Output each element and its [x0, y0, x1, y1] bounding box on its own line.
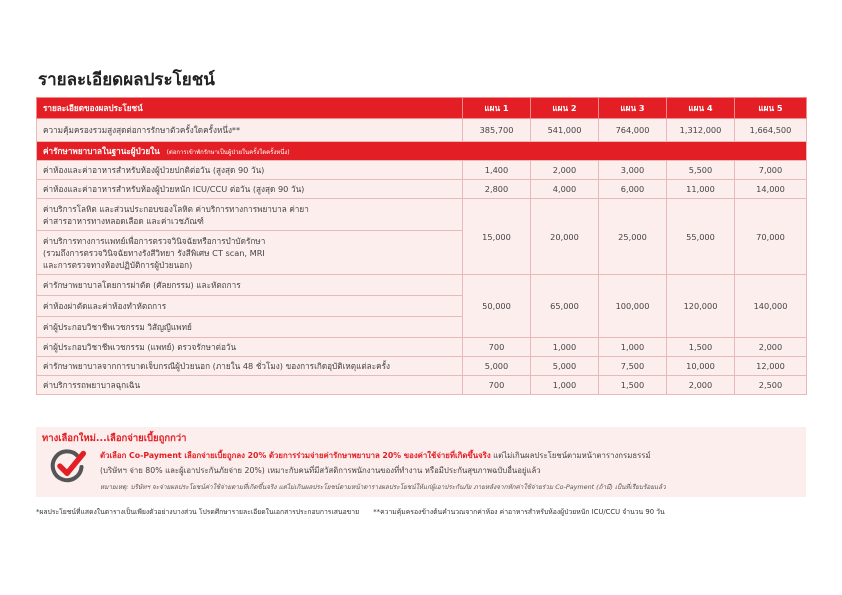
table-row — [37, 180, 807, 199]
doctor-plan-5: 2,000 — [735, 338, 807, 357]
surgery-label-3: ค่าผู้ประกอบวิชาชีพเวชกรรม วิสัญญีแพทย์ — [37, 317, 463, 338]
section-note: (ต่อการเข้าพักรักษาเป็นผู้ป่วยในครั้งใดครั้งหนึ่ง) — [166, 148, 290, 156]
services-label-2 — [37, 231, 463, 275]
services-plan-4: 55,000 — [667, 199, 735, 275]
doctor-label: ค่าผู้ประกอบวิชาชีพเวชกรรม (แพทย์) ตรวจรักษาต่อวัน — [37, 338, 463, 357]
doctor-plan-4: 1,500 — [667, 338, 735, 357]
table-row — [37, 357, 807, 376]
doctor-plan-3: 1,000 — [599, 338, 667, 357]
surgery-plan-1: 50,000 — [463, 275, 531, 338]
room-plan-3: 3,000 — [599, 161, 667, 180]
header-plan-5: แผน 5 — [735, 98, 807, 119]
table-row — [37, 161, 807, 180]
ambulance-plan-5: 2,500 — [735, 376, 807, 395]
services-line-2c: และการตรวจทางห้องปฏิบัติการผู้ป่วยนอก) — [43, 259, 193, 270]
coverage-label: ความคุ้มครองรวมสูงสุดต่อการรักษาตัวครั้งใดครั้งหนึ่ง** — [37, 119, 463, 142]
icu-plan-3: 6,000 — [599, 180, 667, 199]
icu-label: ค่าห้องและค่าอาหารสำหรับห้องผู้ป่วยหนัก ICU/CCU ต่อวัน (สูงสุด 90 วัน) — [37, 180, 463, 199]
coverage-plan-3: 764,000 — [599, 119, 667, 142]
co-payment-option-box — [36, 427, 806, 497]
surgery-plan-3: 100,000 — [599, 275, 667, 338]
room-label: ค่าห้องและค่าอาหารสำหรับห้องผู้ป่วยปกติต่อวัน (สูงสุด 90 วัน) — [37, 161, 463, 180]
coverage-row — [37, 119, 807, 142]
room-plan-1: 1,400 — [463, 161, 531, 180]
section-header — [37, 142, 807, 161]
icu-plan-2: 4,000 — [531, 180, 599, 199]
section-title: ค่ารักษาพยาบาลในฐานะผู้ป่วยใน — [43, 145, 160, 156]
page-title: รายละเอียดผลประโยชน์ — [38, 70, 215, 90]
table-row — [37, 376, 807, 395]
surgery-plan-4: 120,000 — [667, 275, 735, 338]
accident-plan-5: 12,000 — [735, 357, 807, 376]
accident-plan-1: 5,000 — [463, 357, 531, 376]
footnote-1: *ผลประโยชน์ที่แสดงในตารางเป็นเพียงตัวอย่างบางส่วน โปรดศึกษารายละเอียดในเอกสารประกอบการเสนอขาย — [36, 508, 360, 516]
coverage-plan-5: 1,664,500 — [735, 119, 807, 142]
surgery-plan-5: 140,000 — [735, 275, 807, 338]
table-row — [37, 199, 807, 231]
ambulance-plan-2: 1,000 — [531, 376, 599, 395]
ambulance-plan-1: 700 — [463, 376, 531, 395]
header-plan-1: แผน 1 — [463, 98, 531, 119]
surgery-plan-2: 65,000 — [531, 275, 599, 338]
option-line-1-rest: แต่ไม่เกินผลประโยชน์ตามหน้าตารางกรมธรรม์ — [490, 451, 651, 460]
coverage-plan-4: 1,312,000 — [667, 119, 735, 142]
services-line-1a: ค่าบริการโลหิต และส่วนประกอบของโลหิต ค่าบริการทางการพยาบาล ค่ายา — [43, 203, 309, 214]
ambulance-label: ค่าบริการรถพยาบาลฉุกเฉิน — [37, 376, 463, 395]
coverage-plan-2: 541,000 — [531, 119, 599, 142]
doctor-plan-1: 700 — [463, 338, 531, 357]
ambulance-plan-3: 1,500 — [599, 376, 667, 395]
services-plan-2: 20,000 — [531, 199, 599, 275]
icu-plan-4: 11,000 — [667, 180, 735, 199]
header-plan-3: แผน 3 — [599, 98, 667, 119]
accident-plan-4: 10,000 — [667, 357, 735, 376]
doctor-plan-2: 1,000 — [531, 338, 599, 357]
accident-plan-2: 5,000 — [531, 357, 599, 376]
room-plan-4: 5,500 — [667, 161, 735, 180]
footnotes — [36, 506, 665, 517]
option-title: ทางเลือกใหม่...เลือกจ่ายเบี้ยถูกกว่า — [42, 433, 187, 444]
room-plan-2: 2,000 — [531, 161, 599, 180]
coverage-plan-1: 385,700 — [463, 119, 531, 142]
table-row — [37, 338, 807, 357]
accident-label: ค่ารักษาพยาบาลจากการบาดเจ็บกรณีผู้ป่วยนอก (ภายใน 48 ชั่วโมง) ของการเกิดอุบัติเหตุแต่ละครั้ง — [37, 357, 463, 376]
benefits-table — [36, 97, 807, 395]
checkmark-circle-icon — [50, 449, 86, 485]
services-plan-1: 15,000 — [463, 199, 531, 275]
ambulance-plan-4: 2,000 — [667, 376, 735, 395]
header-plan-4: แผน 4 — [667, 98, 735, 119]
services-line-2b: (รวมถึงการตรวจวินิจฉัยทางรังสีวิทยา รังสีพิเศษ CT scan, MRI — [43, 247, 265, 258]
services-line-2a: ค่าบริการทางการแพทย์เพื่อการตรวจวินิจฉัยหรือการบำบัดรักษา — [43, 235, 266, 246]
section-header-row — [37, 142, 807, 161]
accident-plan-3: 7,500 — [599, 357, 667, 376]
icu-plan-1: 2,800 — [463, 180, 531, 199]
footnote-2: **ความคุ้มครองข้างต้นคำนวณจากค่าห้อง ค่าอาหารสำหรับห้องผู้ป่วยหนัก ICU/CCU จำนวน 90 วัน — [373, 508, 665, 516]
option-line-2: (บริษัทฯ จ่าย 80% และผู้เอาประกันภัยจ่าย 20%) เหมาะกับคนที่มีสวัสดิการพนักงานของที่ทำงาน หรือมีประกันสุขภาพฉบับอื่นอยู่แล้ว — [100, 466, 541, 475]
services-line-1b: ค่าสารอาหารทางหลอดเลือด และค่าเวชภัณฑ์ — [43, 215, 204, 226]
room-plan-5: 7,000 — [735, 161, 807, 180]
table-header-row — [37, 98, 807, 119]
option-remark: หมายเหตุ: บริษัทฯ จะจ่ายผลประโยชน์ค่าใช้จ่ายตามที่เกิดขึ้นจริง แต่ไม่เกินผลประโยชน์ตามหน้าตารางผลประโยชน์ให้แก่ผู้เอาประกันภัย ภายหลังจากหักค่าใช้จ่ายร่วม Co-Payment (ถ้ามี) เป็นที่เรียบร้อยแล้ว — [100, 483, 666, 491]
header-label: รายละเอียดของผลประโยชน์ — [37, 98, 463, 119]
option-highlight: ตัวเลือก Co-Payment เลือกจ่ายเบี้ยถูกลง 20% ด้วยการร่วมจ่ายค่ารักษาพยาบาล 20% ของค่าใช้จ่ายที่เกิดขึ้นจริง — [100, 451, 491, 460]
services-plan-3: 25,000 — [599, 199, 667, 275]
header-plan-2: แผน 2 — [531, 98, 599, 119]
services-label-1 — [37, 199, 463, 231]
surgery-label-2: ค่าห้องผ่าตัดและค่าห้องทำหัตถการ — [37, 296, 463, 317]
option-line-1 — [100, 450, 651, 462]
table-row — [37, 275, 807, 296]
services-plan-5: 70,000 — [735, 199, 807, 275]
icu-plan-5: 14,000 — [735, 180, 807, 199]
surgery-label-1: ค่ารักษาพยาบาลโดยการผ่าตัด (ศัลยกรรม) และหัตถการ — [37, 275, 463, 296]
